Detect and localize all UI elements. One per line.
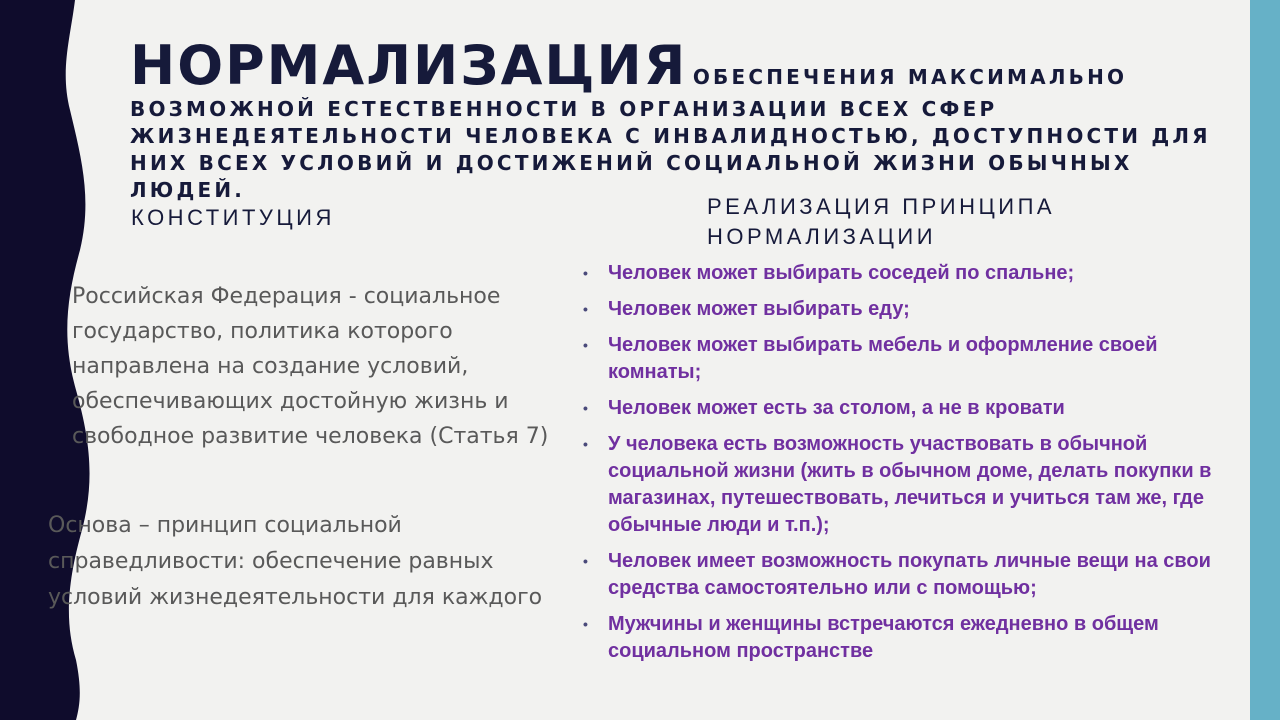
- list-item-text: Мужчины и женщины встречаются ежедневно в общем социальном пространстве: [608, 613, 1159, 662]
- normalization-list: [580, 260, 1240, 674]
- list-item: [580, 611, 1240, 665]
- title-main-word: НОРМАЛИЗАЦИЯ: [130, 34, 688, 97]
- list-item: [580, 395, 1240, 422]
- list-item: [580, 260, 1240, 287]
- title-definition: ОБЕСПЕЧЕНИЯ МАКСИМАЛЬНО ВОЗМОЖНОЙ ЕСТЕСТВЕННОСТИ В ОРГАНИЗАЦИИ ВСЕХ СФЕР ЖИЗНЕДЕЯТЕЛЬНОСТИ ЧЕЛОВЕКА С ИНВАЛИДНОСТЬЮ, ДОСТУПНОСТИ ДЛЯ НИХ ВСЕХ УСЛОВИЙ И ДОСТИЖЕНИЙ СОЦИАЛЬНОЙ ЖИЗНИ ОБЫЧНЫХ ЛЮДЕЙ.: [130, 65, 1211, 202]
- bullet-icon: •: [583, 337, 588, 353]
- bullet-icon: •: [583, 400, 588, 416]
- list-item-text: У человека есть возможность участвовать в обычной социальной жизни (жить в обычном доме, делать покупки в магазинах, путешествовать, лечиться и учиться там же, где обычные люди и т.п.);: [608, 433, 1212, 536]
- list-item: [580, 548, 1240, 602]
- bullet-icon: •: [583, 301, 588, 317]
- list-item-text: Человек имеет возможность покупать личные вещи на свои средства самостоятельно или с помощью;: [608, 550, 1211, 599]
- list-item-text: Человек может выбирать еду;: [608, 298, 910, 320]
- list-item-text: Человек может есть за столом, а не в кровати: [608, 397, 1065, 419]
- list-item: [580, 332, 1240, 386]
- basis-paragraph: Основа – принцип социальной справедливости: обеспечение равных условий жизнедеятельности для каждого: [48, 513, 543, 610]
- left-heading: КОНСТИТУЦИЯ: [131, 205, 335, 230]
- list-item-text: Человек может выбирать мебель и оформление своей комнаты;: [608, 334, 1158, 383]
- slide-title: [130, 36, 1220, 204]
- list-item-text: Человек может выбирать соседей по спальне;: [608, 262, 1075, 284]
- bullet-icon: •: [583, 265, 588, 281]
- constitution-paragraph: Российская Федерация - социальное государство, политика которого направлена на создание условий, обеспечивающих достойную жизнь и свободное развитие человека (Статья 7): [72, 284, 549, 449]
- right-accent-band: [1250, 0, 1280, 720]
- list-item: [580, 296, 1240, 323]
- list-item: [580, 431, 1240, 539]
- bullet-icon: •: [583, 616, 588, 632]
- bullet-icon: •: [583, 553, 588, 569]
- right-heading: РЕАЛИЗАЦИЯ ПРИНЦИПА НОРМАЛИЗАЦИИ: [707, 194, 1056, 249]
- bullet-icon: •: [583, 436, 588, 452]
